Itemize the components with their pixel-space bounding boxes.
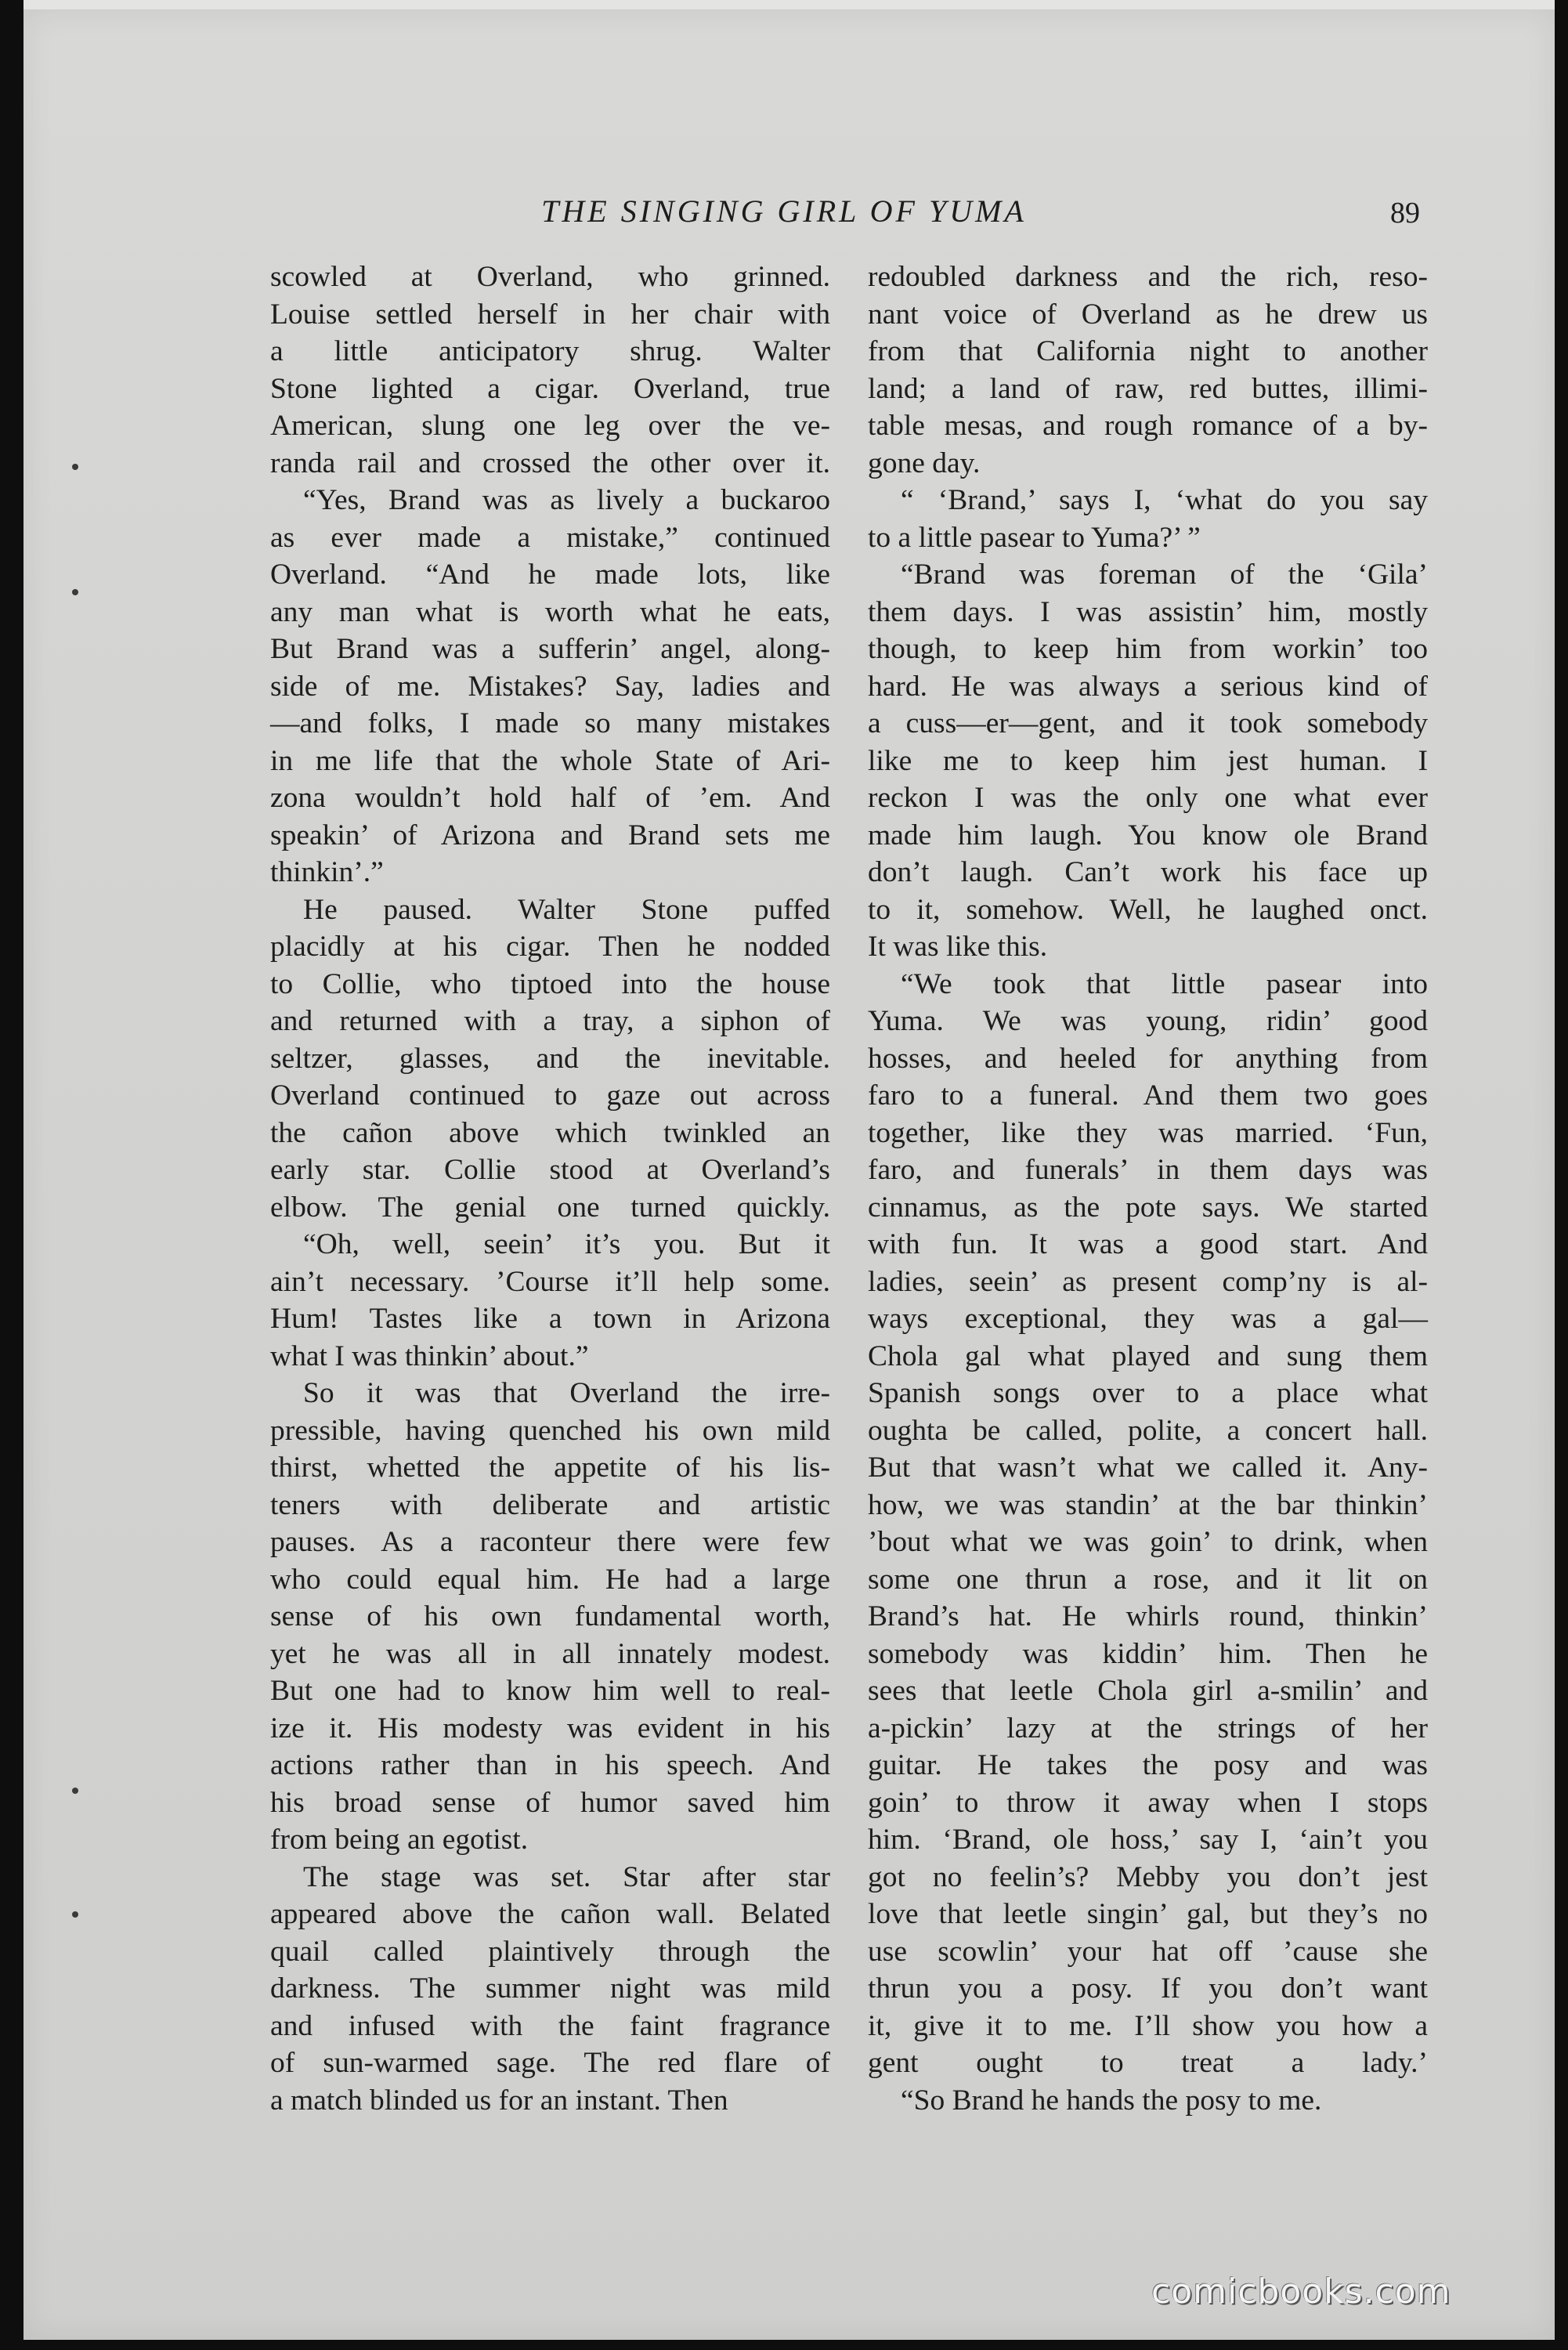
text-line: what I was thinkin’ about.” — [270, 1340, 589, 1372]
text-line: American, slung one leg over the ve- — [270, 410, 830, 442]
running-header — [0, 188, 1568, 243]
text-line: Overland. “And he made lots, like — [270, 559, 830, 591]
text-line: it, give it to me. I’ll show you how a — [868, 2009, 1428, 2042]
text-line: as ever made a mistake,” continued — [270, 521, 830, 554]
text-line: cinnamus, as the pote says. We started — [868, 1191, 1428, 1224]
text-line: thrun you a posy. If you don’t want — [868, 1972, 1428, 2005]
text-line: them days. I was assistin’ him, mostly — [868, 595, 1428, 628]
text-line: sense of his own fundamental worth, — [270, 1600, 830, 1632]
binding-hole — [72, 1788, 78, 1794]
text-line: It was like this. — [868, 931, 1048, 963]
text-line: reckon I was the only one what ever — [868, 782, 1428, 814]
text-line: elbow. The genial one turned quickly. — [270, 1191, 830, 1224]
text-line: Louise settled herself in her chair with — [270, 298, 830, 331]
text-line: who could equal him. He had a large — [270, 1563, 830, 1596]
text-line: hard. He was always a serious kind of — [868, 670, 1428, 703]
text-line: “Brand was foreman of the ‘Gila’ — [901, 559, 1428, 591]
watermark-logo: comicbooks.com — [1151, 2272, 1451, 2312]
text-line: a cuss—er—gent, and it took somebody — [868, 707, 1428, 739]
text-line: though, to keep him from workin’ too — [868, 633, 1428, 665]
text-line: “Oh, well, seein’ it’s you. But it — [303, 1228, 830, 1260]
text-line: to Collie, who tiptoed into the house — [270, 967, 830, 1000]
text-line: from that California night to another — [868, 335, 1428, 367]
text-line: So it was that Overland the irre- — [303, 1377, 830, 1409]
text-line: pauses. As a raconteur there were few — [270, 1526, 830, 1558]
text-line: with fun. It was a good start. And — [868, 1228, 1428, 1260]
text-line: a little anticipatory shrug. Walter — [270, 335, 830, 367]
text-line: gent ought to treat a lady.’ — [868, 2047, 1428, 2079]
text-line: Yuma. We was young, ridin’ good — [868, 1005, 1428, 1037]
text-line: sees that leetle Chola girl a-smilin’ and — [868, 1675, 1428, 1707]
text-line: “ ‘Brand,’ says I, ‘what do you say — [901, 484, 1428, 516]
page-number: 89 — [1390, 197, 1420, 230]
text-line: He paused. Walter Stone puffed — [303, 893, 830, 926]
text-line: him. ‘Brand, ole hoss,’ say I, ‘ain’t you — [868, 1824, 1428, 1856]
text-line: speakin’ of Arizona and Brand sets me — [270, 819, 830, 851]
text-line: The stage was set. Star after star — [303, 1860, 830, 1893]
text-line: actions rather than in his speech. And — [270, 1749, 830, 1781]
text-line: goin’ to throw it away when I stops — [868, 1786, 1428, 1819]
text-line: teners with deliberate and artistic — [270, 1488, 830, 1521]
text-line: ladies, seein’ as present comp’ny is al- — [868, 1265, 1428, 1298]
text-line: a-pickin’ lazy at the strings of her — [868, 1712, 1428, 1744]
text-line: Brand’s hat. He whirls round, thinkin’ — [868, 1600, 1428, 1632]
text-line: faro to a funeral. And them two goes — [868, 1079, 1428, 1112]
text-line: gone day. — [868, 446, 981, 479]
text-line: guitar. He takes the posy and was — [868, 1749, 1428, 1781]
text-line: the cañon above which twinkled an — [270, 1116, 830, 1149]
text-line: But that wasn’t what we called it. Any- — [868, 1452, 1428, 1484]
text-line: his broad sense of humor saved him — [270, 1786, 830, 1819]
text-line: “We took that little pasear into — [901, 967, 1428, 1000]
right-text-column — [868, 258, 1428, 2119]
text-line: together, like they was married. ‘Fun, — [868, 1116, 1428, 1149]
text-line: ways exceptional, they was a gal— — [868, 1303, 1428, 1335]
binding-hole — [72, 1911, 78, 1918]
text-line: nant voice of Overland as he drew us — [868, 298, 1428, 331]
text-line: oughta be called, polite, a concert hall. — [868, 1414, 1428, 1447]
text-line: got no feelin’s? Mebby you don’t jest — [868, 1860, 1428, 1893]
text-line: zona wouldn’t hold half of ’em. And — [270, 782, 830, 814]
text-line: Spanish songs over to a place what — [868, 1377, 1428, 1409]
text-line: redoubled darkness and the rich, reso- — [868, 261, 1428, 293]
text-line: Stone lighted a cigar. Overland, true — [270, 372, 830, 405]
text-line: thinkin’.” — [270, 856, 384, 888]
text-line: somebody was kiddin’ him. Then he — [868, 1637, 1428, 1670]
text-line: pressible, having quenched his own mild — [270, 1414, 830, 1447]
text-line: to a little pasear to Yuma?’ ” — [868, 521, 1201, 554]
text-line: in me life that the whole State of Ari- — [270, 744, 830, 777]
left-text-column — [270, 258, 830, 2119]
binding-hole — [72, 464, 78, 470]
text-line: scowled at Overland, who grinned. — [270, 261, 830, 293]
text-line: ’bout what we was goin’ to drink, when — [868, 1526, 1428, 1558]
text-line: Overland continued to gaze out across — [270, 1079, 830, 1112]
text-line: yet he was all in all innately modest. — [270, 1637, 830, 1670]
text-line: “Yes, Brand was as lively a buckaroo — [303, 484, 830, 516]
text-line: faro, and funerals’ in them days was — [868, 1154, 1428, 1186]
text-line: use scowlin’ your hat off ’cause she — [868, 1935, 1428, 1968]
text-line: a match blinded us for an instant. Then — [270, 2084, 728, 2117]
text-line: from being an egotist. — [270, 1824, 529, 1856]
text-line: any man what is worth what he eats, — [270, 595, 830, 628]
text-line: “So Brand he hands the posy to me. — [901, 2084, 1322, 2117]
text-line: darkness. The summer night was mild — [270, 1972, 830, 2005]
binding-hole — [72, 589, 78, 595]
running-title: THE SINGING GIRL OF YUMA — [541, 193, 1027, 229]
text-line: and infused with the faint fragrance — [270, 2009, 830, 2042]
text-line: ain’t necessary. ’Course it’ll help some. — [270, 1265, 830, 1298]
text-line: Chola gal what played and sung them — [868, 1340, 1428, 1372]
text-line: But Brand was a sufferin’ angel, along- — [270, 633, 830, 665]
text-line: ize it. His modesty was evident in his — [270, 1712, 830, 1744]
text-line: table mesas, and rough romance of a by- — [868, 410, 1428, 442]
text-line: how, we was standin’ at the bar thinkin’ — [868, 1488, 1428, 1521]
text-line: land; a land of raw, red buttes, illimi- — [868, 372, 1428, 405]
text-line: to it, somehow. Well, he laughed onct. — [868, 893, 1428, 926]
text-line: don’t laugh. Can’t work his face up — [868, 856, 1428, 888]
text-line: love that leetle singin’ gal, but they’s no — [868, 1898, 1428, 1930]
text-line: early star. Collie stood at Overland’s — [270, 1154, 830, 1186]
text-line: and returned with a tray, a siphon of — [270, 1005, 830, 1037]
text-line: made him laugh. You know ole Brand — [868, 819, 1428, 851]
text-line: But one had to know him well to real- — [270, 1675, 830, 1707]
text-line: hosses, and heeled for anything from — [868, 1042, 1428, 1075]
text-line: side of me. Mistakes? Say, ladies and — [270, 670, 830, 703]
text-line: thirst, whetted the appetite of his lis- — [270, 1452, 830, 1484]
text-line: of sun-warmed sage. The red flare of — [270, 2047, 830, 2079]
text-line: —and folks, I made so many mistakes — [270, 707, 830, 739]
text-line: placidly at his cigar. Then he nodded — [270, 931, 830, 963]
text-line: seltzer, glasses, and the inevitable. — [270, 1042, 830, 1075]
text-line: quail called plaintively through the — [270, 1935, 830, 1968]
text-line: like me to keep him jest human. I — [868, 744, 1428, 777]
text-line: randa rail and crossed the other over it. — [270, 446, 830, 479]
text-line: appeared above the cañon wall. Belated — [270, 1898, 830, 1930]
text-line: some one thrun a rose, and it lit on — [868, 1563, 1428, 1596]
text-line: Hum! Tastes like a town in Arizona — [270, 1303, 830, 1335]
